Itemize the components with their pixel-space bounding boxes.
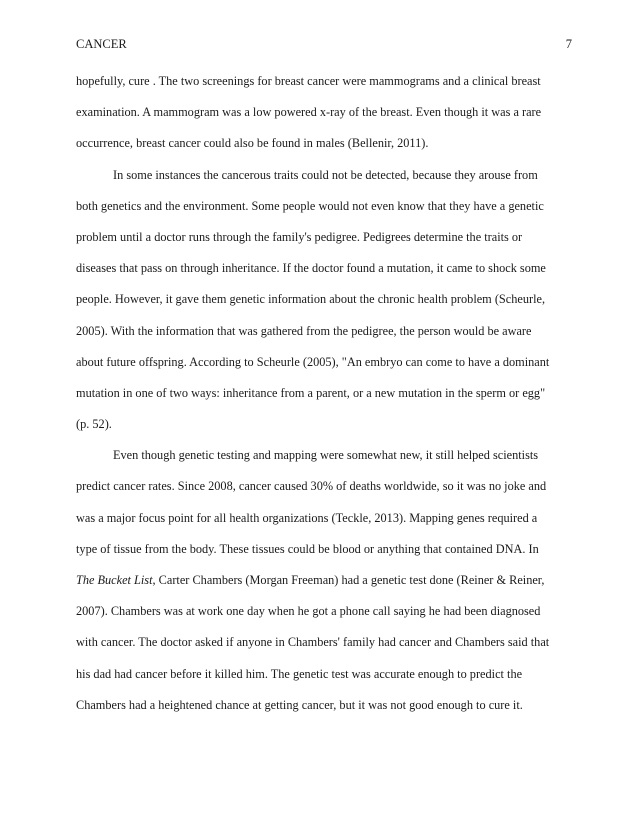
text-line: (p. 52). [76,417,112,432]
text-line: hopefully, cure . The two screenings for breast cancer were mammograms and a clinical breast [76,74,541,88]
text-line: Even though genetic testing and mapping were somewhat new, it still helped scientists [113,448,539,463]
page-number: 7 [565,37,572,51]
text-line: people. However, it gave them genetic information about the chronic health problem (Scheurle, [76,292,546,307]
text-line: with cancer. The doctor asked if anyone in Chambers' family had cancer and Chambers said that [76,635,550,650]
text-line: diseases that pass on through inheritance. If the doctor found a mutation, it came to shock some [76,261,546,276]
text-line-with-film-title [76,570,570,601]
page-header [76,37,572,55]
text-line: examination. A mammogram was a low powered x-ray of the breast. Even though it was a rare [76,105,542,120]
text-line: type of tissue from the body. These tissues could be blood or anything that contained DNA. In [76,541,539,556]
text-line: both genetics and the environment. Some people would not even know that they have a genetic [76,198,544,213]
running-head: CANCER [76,37,127,51]
text-line: Chambers had a heightened chance at getting cancer, but it was not good enough to cure it. [76,697,523,712]
text-line: 2007). Chambers was at work one day when he got a phone call saying he had been diagnosed [76,604,541,619]
text-line: was a major focus point for all health organizations (Teckle, 2013). Mapping genes required a [76,510,538,525]
text-line: mutation in one of two ways: inheritance from a parent, or a new mutation in the sperm or egg" [76,385,546,400]
film-title: The Bucket List [76,573,153,587]
text-line: In some instances the cancerous traits could not be detected, because they arouse from [113,167,538,182]
text-line: about future offspring. According to Scheurle (2005), "An embryo can come to have a dominant [76,354,550,369]
body-text [76,71,570,726]
text-line: his dad had cancer before it killed him. The genetic test was accurate enough to predict the [76,666,523,681]
text-line: predict cancer rates. Since 2008, cancer caused 30% of deaths worldwide, so it was no joke and [76,479,547,494]
text-line: problem until a doctor runs through the family's pedigree. Pedigrees determine the traits or [76,229,523,244]
text-line: 2005). With the information that was gathered from the pedigree, the person would be aware [76,323,532,338]
text-line: occurrence, breast cancer could also be found in males (Bellenir, 2011). [76,136,429,151]
text-line-remainder: , Carter Chambers (Morgan Freeman) had a genetic test done (Reiner & Reiner, [152,573,545,587]
